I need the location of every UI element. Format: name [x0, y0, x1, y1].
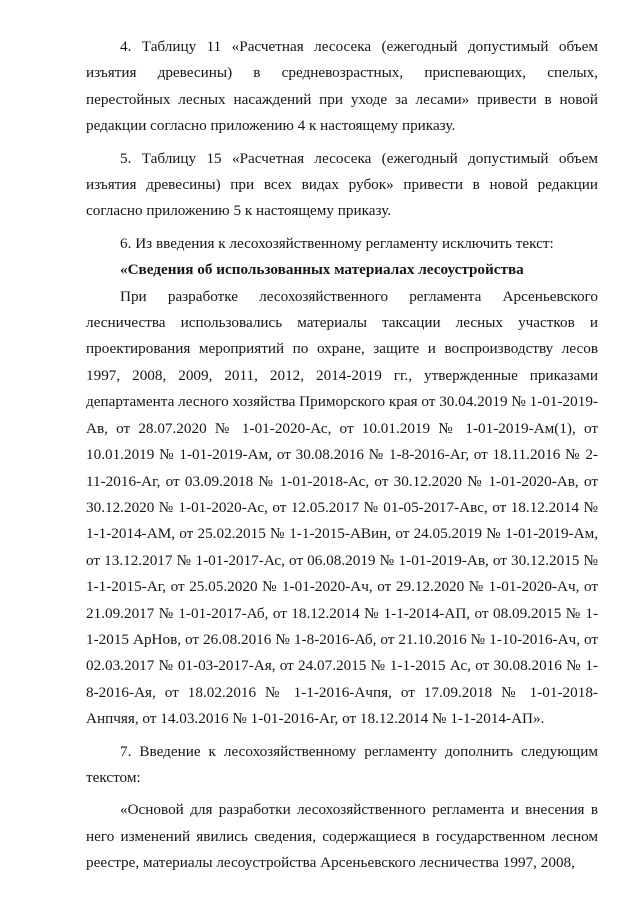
paragraph-item-5: 5. Таблицу 15 «Расчетная лесосека (ежегодный допустимый объем изъятия древесины) при всех видах рубок» привести в новой редакции согласно приложению 5 к настоящему приказу. [86, 149, 598, 220]
paragraph-item-7: 7. Введение к лесохозяйственному регламенту дополнить следующим текстом: [86, 742, 598, 786]
paragraph-new-text: «Основой для разработки лесохозяйственного регламента и внесения в него изменений явились сведения, содержащиеся в государственном лесном реестре, материалы лесоустройства Арсеньевского лесничества 1997, 2008, [86, 801, 598, 872]
paragraph-item-4: 4. Таблицу 11 «Расчетная лесосека (ежегодный допустимый объем изъятия древесины) в средневозрастных, приспевающих, спелых, перестойных лесных насаждений при уходе за лесами» привести в новой редакции согласно приложению 4 к настоящему приказу. [86, 38, 598, 135]
section-heading: «Сведения об использованных материалах лесоустройства [120, 261, 524, 279]
paragraph-item-6: 6. Из введения к лесохозяйственному регламенту исключить текст: [120, 234, 554, 252]
paragraph-sources: При разработке лесохозяйственного регламента Арсеньевского лесничества использовались материалы таксации лесных участков и проектирования мероприятий по охране, защите и воспроизводству лесов 1997, 2008, 2009, 2011, 2012, 2014-2019 гг., утвержденные приказами департамента лесного хозяйства Приморского края от 30.04.2019 № 1-01-2019-Ав, от 28.07.2020 № 1-01-2020-Ас, от 10.01.2019 № 1-01-2019-Ам(1), от 10.01.2019 № 1-01-2019-Ам, от 30.08.2016 № 1-8-2016-Аг, от 18.11.2016 № 2-11-2016-Аг, от 03.09.2018 № 1-01-2018-Ас, от 30.12.2020 № 1-01-2020-Ав, от 30.12.2020 № 1-01-2020-Ас, от 12.05.2017 № 01-05-2017-Авс, от 18.12.2014 № 1-1-2014-АМ, от 25.02.2015 № 1-1-2015-АВин, от 24.05.2019 № 1-01-2019-Ам, от 13.12.2017 № 1-01-2017-Ас, от 06.08.2019 № 1-01-2019-Ав, от 30.12.2015 № 1-1-2015-Аг, от 25.05.2020 № 1-01-2020-Ач, от 29.12.2020 № 1-01-2020-Ач, от 21.09.2017 № 1-01-2017-Аб, от 18.12.2014 № 1-1-2014-АП, от 08.09.2015 № 1-1-2015 АрНов, от 26.08.2016 № 1-8-2016-Аб, от 21.10.2016 № 1-10-2016-Ач, от 02.03.2017 № 01-03-2017-Ая, от 24.07.2015 № 1-1-2015 Ас, от 30.08.2016 № 1-8-2016-Ая, от 18.02.2016 № 1-1-2016-Ачпя, от 17.09.2018 № 1-01-2018-Анпчяя, от 14.03.2016 № 1-01-2016-Аг, от 18.12.2014 № 1-1-2014-АП». [86, 287, 598, 728]
